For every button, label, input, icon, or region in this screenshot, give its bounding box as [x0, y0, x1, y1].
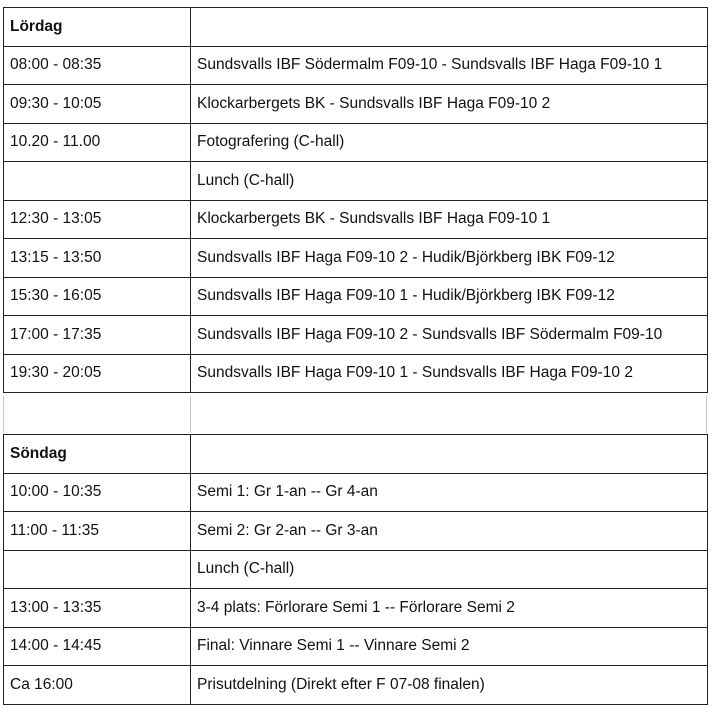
day-label: Söndag [4, 435, 191, 474]
time-cell [4, 162, 191, 201]
event-cell: Prisutdelning (Direkt efter F 07-08 finalen) [191, 666, 708, 705]
event-cell: Sundsvalls IBF Haga F09-10 2 - Sundsvalls IBF Södermalm F09-10 [191, 316, 708, 355]
table-row [4, 123, 708, 162]
table-row [4, 316, 708, 355]
event-cell: Sundsvalls IBF Södermalm F09-10 - Sundsvalls IBF Haga F09-10 1 [191, 46, 708, 85]
event-cell: Final: Vinnare Semi 1 -- Vinnare Semi 2 [191, 627, 708, 666]
table-row [4, 627, 708, 666]
table-row [4, 85, 708, 124]
time-cell [4, 550, 191, 589]
event-cell: Sundsvalls IBF Haga F09-10 2 - Hudik/Björkberg IBK F09-12 [191, 239, 708, 278]
table-row [4, 589, 708, 628]
day-header-row [4, 435, 708, 474]
event-cell: Sundsvalls IBF Haga F09-10 1 - Hudik/Björkberg IBK F09-12 [191, 277, 708, 316]
time-cell: 09:30 - 10:05 [4, 85, 191, 124]
event-cell: Semi 1: Gr 1-an -- Gr 4-an [191, 473, 708, 512]
time-cell: 13:00 - 13:35 [4, 589, 191, 628]
time-cell: 19:30 - 20:05 [4, 354, 191, 393]
table-row [4, 162, 708, 201]
event-cell: Sundsvalls IBF Haga F09-10 1 - Sundsvalls IBF Haga F09-10 2 [191, 354, 708, 393]
time-cell: 17:00 - 17:35 [4, 316, 191, 355]
sunday-table [3, 434, 708, 705]
table-row [4, 239, 708, 278]
event-cell: Klockarbergets BK - Sundsvalls IBF Haga F09-10 1 [191, 200, 708, 239]
event-cell: Semi 2: Gr 2-an -- Gr 3-an [191, 512, 708, 551]
table-row [4, 512, 708, 551]
event-cell: Lunch (C-hall) [191, 162, 708, 201]
event-cell: Klockarbergets BK - Sundsvalls IBF Haga F09-10 2 [191, 85, 708, 124]
empty-cell [191, 435, 708, 474]
gridline [706, 396, 707, 433]
table-row [4, 666, 708, 705]
time-cell: 12:30 - 13:05 [4, 200, 191, 239]
time-cell: 14:00 - 14:45 [4, 627, 191, 666]
time-cell: 13:15 - 13:50 [4, 239, 191, 278]
time-cell: Ca 16:00 [4, 666, 191, 705]
time-cell: 15:30 - 16:05 [4, 277, 191, 316]
event-cell: Fotografering (C-hall) [191, 123, 708, 162]
gridline [190, 396, 191, 433]
table-row [4, 277, 708, 316]
gridline [3, 396, 4, 433]
table-row [4, 354, 708, 393]
table-row [4, 473, 708, 512]
table-row [4, 550, 708, 589]
time-cell: 11:00 - 11:35 [4, 512, 191, 551]
saturday-table [3, 7, 708, 393]
spacer-row [3, 396, 707, 433]
time-cell: 08:00 - 08:35 [4, 46, 191, 85]
table-row [4, 46, 708, 85]
time-cell: 10.20 - 11.00 [4, 123, 191, 162]
time-cell: 10:00 - 10:35 [4, 473, 191, 512]
day-label: Lördag [4, 8, 191, 47]
table-row [4, 200, 708, 239]
day-header-row [4, 8, 708, 47]
empty-cell [191, 8, 708, 47]
event-cell: Lunch (C-hall) [191, 550, 708, 589]
event-cell: 3-4 plats: Förlorare Semi 1 -- Förlorare Semi 2 [191, 589, 708, 628]
